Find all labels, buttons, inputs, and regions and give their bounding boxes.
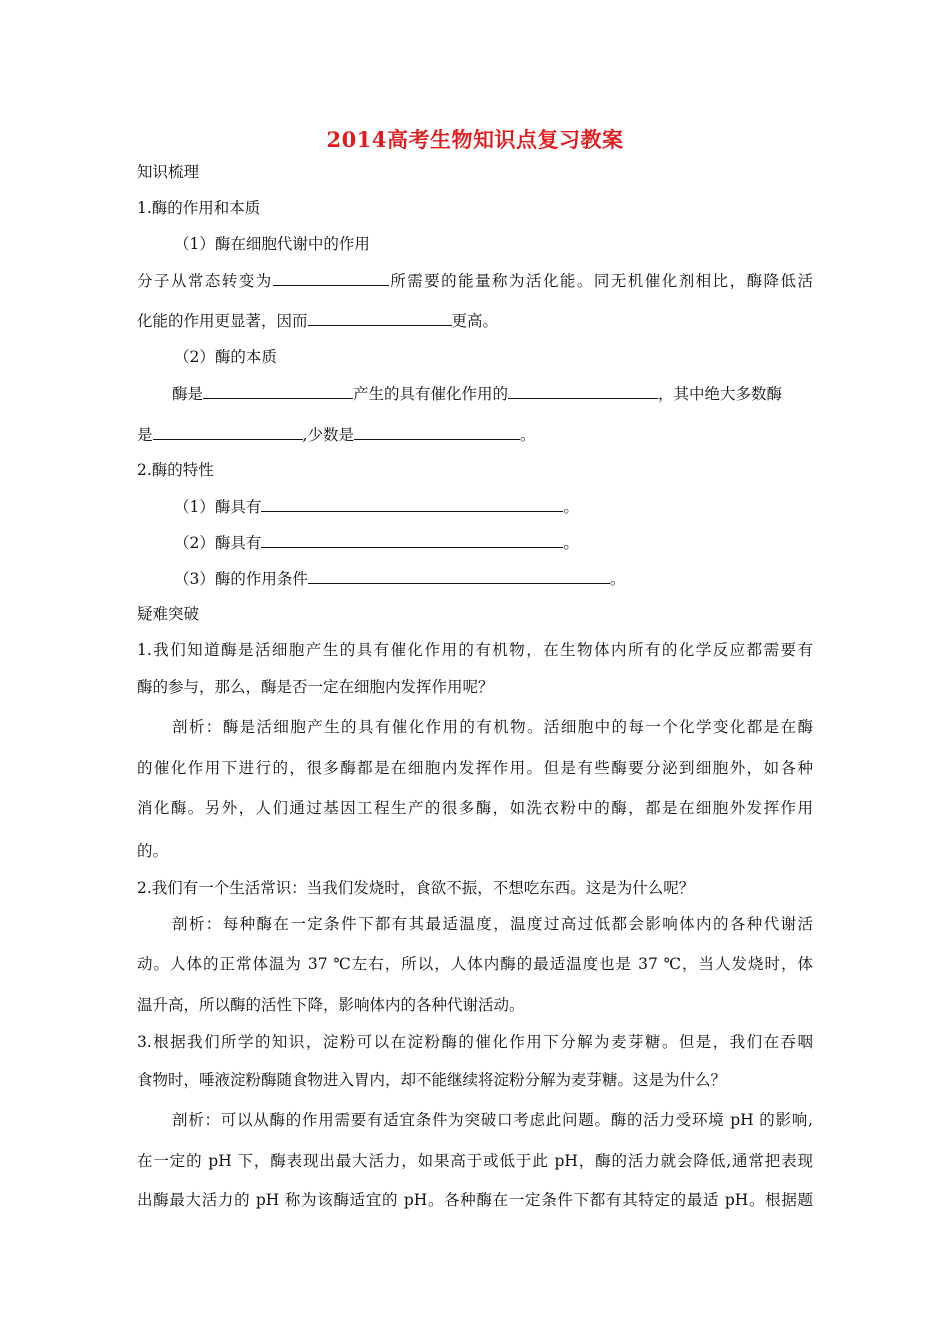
paragraph-line — [137, 423, 535, 446]
text-fragment: ，其中绝大多数酶 — [658, 385, 783, 403]
text-fragment: 。 — [563, 534, 579, 552]
answer-3-line: 在一定的 pH 下，酶表现出最大活力，如果高于或低于此 pH，酶的活力就会降低,通常把表现 — [137, 1152, 813, 1170]
text-fragment: 更高。 — [451, 312, 499, 330]
answer-3-line: 剖析：可以从酶的作用需要有适宜条件为突破口考虑此问题。酶的活力受环境 pH 的影响, — [172, 1111, 813, 1129]
section-heading-1: 1.酶的作用和本质 — [137, 199, 261, 217]
question-2-line: 2.我们有一个生活常识：当我们发烧时，食欲不振，不想吃东西。这是为什么呢？ — [137, 879, 695, 897]
question-1-line: 1.我们知道酶是活细胞产生的具有催化作用的有机物，在生物体内所有的化学反应都需要有 — [137, 641, 813, 659]
subheading-1-1: （1）酶在细胞代谢中的作用 — [174, 235, 370, 253]
property-line-2 — [174, 531, 579, 554]
answer-2-line: 剖析：每种酶在一定条件下都有其最适温度，温度过高过低都会影响体内的各种代谢活 — [172, 915, 813, 933]
answer-1-line: 剖析：酶是活细胞产生的具有催化作用的有机物。活细胞中的每一个化学变化都是在酶 — [172, 718, 813, 736]
fill-blank[interactable] — [354, 423, 520, 440]
answer-1-line: 消化酶。另外，人们通过基因工程生产的很多酶，如洗衣粉中的酶，都是在细胞外发挥作用 — [137, 799, 813, 817]
answer-1-line: 的。 — [137, 842, 169, 860]
text-fragment: 化能的作用更显著，因而 — [137, 312, 308, 330]
answer-3-line: 出酶最大活力的 pH 称为该酶适宜的 pH。各种酶在一定条件下都有其特定的最适 pH。根据题 — [137, 1191, 813, 1209]
text-fragment: 。 — [519, 426, 536, 444]
text-fragment: 酶是 — [172, 385, 204, 403]
text-fragment: ,少数是 — [302, 426, 354, 444]
question-3-line: 3.根据我们所学的知识，淀粉可以在淀粉酶的催化作用下分解为麦芽糖。但是，我们在吞咽 — [137, 1033, 813, 1051]
text-fragment: 。 — [609, 570, 626, 588]
text-fragment: （2）酶具有 — [174, 534, 262, 552]
fill-blank[interactable] — [261, 531, 563, 548]
property-line-3 — [174, 567, 625, 590]
text-fragment: 。 — [563, 498, 579, 516]
fill-blank[interactable] — [273, 269, 389, 286]
text-fragment: 所需要的能量称为活化能。同无机催化剂相比，酶降低活 — [388, 272, 813, 290]
text-fragment: （1）酶具有 — [174, 498, 262, 516]
fill-blank[interactable] — [203, 382, 353, 399]
page-title: 2014高考生物知识点复习教案 — [326, 127, 624, 152]
answer-2-line: 动。人体的正常体温为 37 ℃左右，所以，人体内酶的最适温度也是 37 ℃，当人发烧时，体 — [137, 955, 813, 973]
section-heading-overview: 知识梳理 — [137, 163, 200, 181]
answer-2-line: 温升高，所以酶的活性下降，影响体内的各种代谢活动。 — [137, 996, 525, 1014]
text-fragment: 分子从常态转变为 — [137, 272, 273, 290]
paragraph-line — [172, 382, 782, 405]
question-1-line: 酶的参与，那么，酶是否一定在细胞内发挥作用呢？ — [137, 678, 494, 696]
fill-blank[interactable] — [308, 567, 610, 584]
section-heading-difficulty: 疑难突破 — [137, 605, 200, 623]
section-heading-2: 2.酶的特性 — [137, 461, 214, 479]
paragraph-line — [137, 309, 498, 332]
fill-blank[interactable] — [261, 495, 563, 512]
fill-blank[interactable] — [153, 423, 303, 440]
fill-blank[interactable] — [308, 309, 452, 326]
text-fragment: 是 — [137, 426, 153, 444]
paragraph-line — [137, 269, 813, 292]
fill-blank[interactable] — [508, 382, 658, 399]
text-fragment: （3）酶的作用条件 — [174, 570, 308, 588]
property-line-1 — [174, 495, 579, 518]
question-3-line: 食物时，唾液淀粉酶随食物进入胃内，却不能继续将淀粉分解为麦芽糖。这是为什么？ — [137, 1071, 727, 1089]
text-fragment: 产生的具有催化作用的 — [353, 385, 509, 403]
answer-1-line: 的催化作用下进行的，很多酶都是在细胞内发挥作用。但是有些酶要分泌到细胞外，如各种 — [137, 759, 813, 777]
subheading-1-2: （2）酶的本质 — [174, 348, 277, 366]
